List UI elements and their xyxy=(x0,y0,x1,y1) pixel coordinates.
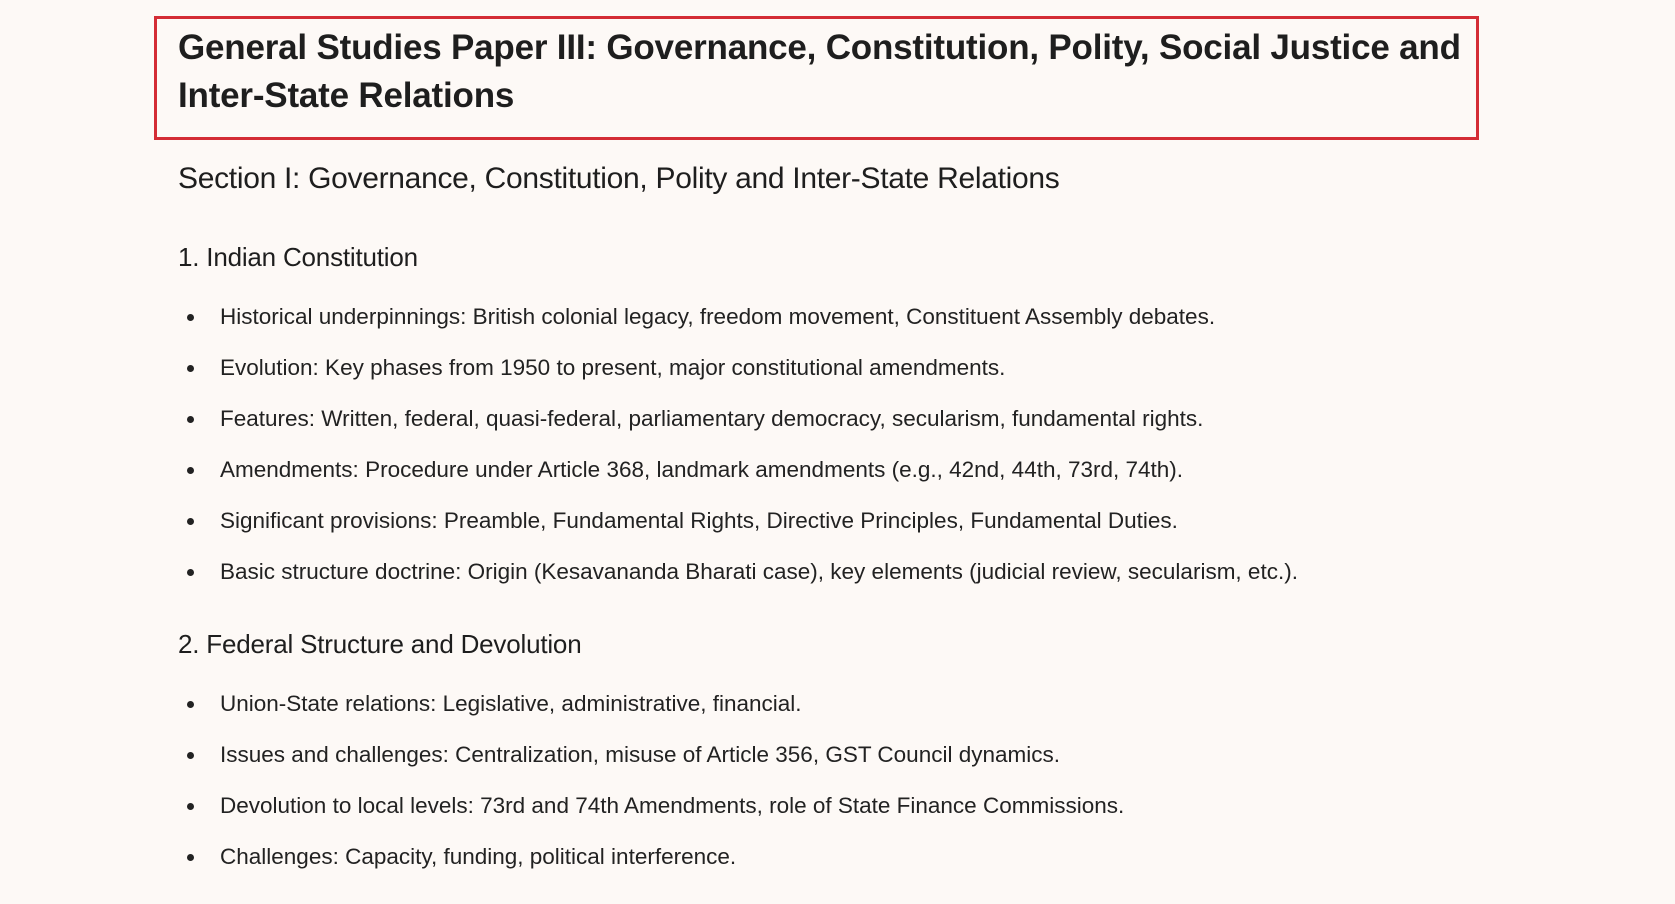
subsection-heading-federal-structure: 2. Federal Structure and Devolution xyxy=(178,629,582,659)
list-item xyxy=(178,506,1478,557)
list-item xyxy=(178,404,1478,455)
federal-structure-list xyxy=(178,689,1478,893)
list-item-text: Issues and challenges: Centralization, misuse of Article 356, GST Council dynamics. xyxy=(220,742,1060,767)
bullet-icon xyxy=(187,365,194,372)
list-item-text: Basic structure doctrine: Origin (Kesavananda Bharati case), key elements (judicial review, secularism, etc.). xyxy=(220,559,1298,584)
list-item xyxy=(178,740,1478,791)
bullet-icon xyxy=(187,701,194,708)
indian-constitution-list xyxy=(178,302,1478,608)
list-item-text: Historical underpinnings: British colonial legacy, freedom movement, Constituent Assembly debates. xyxy=(220,304,1216,329)
list-item xyxy=(178,557,1478,608)
list-item xyxy=(178,302,1478,353)
list-item-text: Evolution: Key phases from 1950 to present, major constitutional amendments. xyxy=(220,355,1006,380)
bullet-icon xyxy=(187,854,194,861)
list-item-text: Union-State relations: Legislative, administrative, financial. xyxy=(220,691,802,716)
list-item xyxy=(178,791,1478,842)
list-item-text: Features: Written, federal, quasi-federal, parliamentary democracy, secularism, fundamental rights. xyxy=(220,406,1204,431)
list-item xyxy=(178,689,1478,740)
list-item-text: Amendments: Procedure under Article 368, landmark amendments (e.g., 42nd, 44th, 73rd, 74th). xyxy=(220,457,1184,482)
list-item xyxy=(178,842,1478,893)
bullet-icon xyxy=(187,467,194,474)
page-title: General Studies Paper III: Governance, Constitution, Polity, Social Justice and Inter-State Relations xyxy=(178,28,1461,115)
bullet-icon xyxy=(187,314,194,321)
subsection-heading-indian-constitution: 1. Indian Constitution xyxy=(178,242,418,272)
bullet-icon xyxy=(187,569,194,576)
list-item-text: Challenges: Capacity, funding, political interference. xyxy=(220,844,737,869)
list-item xyxy=(178,353,1478,404)
bullet-icon xyxy=(187,803,194,810)
bullet-icon xyxy=(187,416,194,423)
bullet-icon xyxy=(187,752,194,759)
list-item xyxy=(178,455,1478,506)
section-title: Section I: Governance, Constitution, Polity and Inter-State Relations xyxy=(178,162,1060,195)
list-item-text: Devolution to local levels: 73rd and 74th Amendments, role of State Finance Commissions. xyxy=(220,793,1125,818)
list-item-text: Significant provisions: Preamble, Fundamental Rights, Directive Principles, Fundamental Duties. xyxy=(220,508,1178,533)
bullet-icon xyxy=(187,518,194,525)
